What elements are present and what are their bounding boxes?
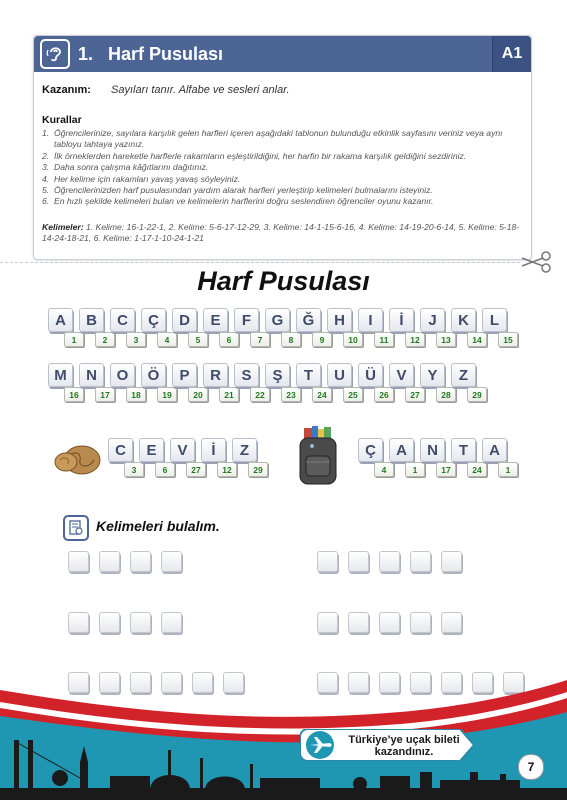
ticket-text: [338, 734, 470, 758]
letter-tile: C: [110, 308, 135, 332]
rule-item: [42, 162, 522, 173]
ear-icon: [40, 39, 70, 69]
words-label: Kelimeler:: [42, 222, 84, 232]
number-tag: 1: [405, 462, 425, 477]
footer-banner: [0, 680, 567, 800]
number-tag: 29: [467, 387, 487, 402]
number-tag: 27: [405, 387, 425, 402]
letter-tile: E: [139, 438, 164, 462]
number-tag: 11: [374, 332, 394, 347]
number-tag: 22: [250, 387, 270, 402]
letter-tile: N: [420, 438, 445, 462]
walnut-image: [52, 438, 102, 483]
answer-box[interactable]: [317, 612, 338, 633]
find-words-label: Kelimeleri bulalım.: [96, 518, 220, 534]
letter-tile: B: [79, 308, 104, 332]
letter-tile: O: [110, 363, 135, 387]
rule-number: 1.: [42, 128, 50, 138]
answer-box[interactable]: [410, 551, 431, 572]
letter-tile: Ü: [358, 363, 383, 387]
letter-tile: Ç: [358, 438, 383, 462]
number-tag: 10: [343, 332, 363, 347]
letter-tile: N: [79, 363, 104, 387]
letter-tile: Z: [232, 438, 257, 462]
letter-tile: A: [389, 438, 414, 462]
words-text: 1. Kelime: 16-1-22-1, 2. Kelime: 5-6-17-12-29, 3. Kelime: 14-1-15-6-16, 4. Kelime: 14-19-20-6-14, 5. Kelime: 5-18-14-24-18-21, 6. Kelime: 1-17-1-10-24-1-21: [42, 222, 520, 243]
answer-box[interactable]: [379, 612, 400, 633]
number-tag: 14: [467, 332, 487, 347]
letter-tile: Ö: [141, 363, 166, 387]
activity-card: [33, 35, 532, 260]
number-tag: 2: [95, 332, 115, 347]
rule-number: 2.: [42, 150, 50, 161]
ticket-line-1: Türkiye’ye uçak bileti: [348, 734, 460, 746]
rule-text: İlk örneklerden hareketle harflerle rakamların eşleştirildiğini, her harfin bir rakama karşılık geldiğini sezdiriniz.: [54, 150, 467, 161]
rule-text: Her kelime için rakamları yavaş yavaş söyleyiniz.: [54, 173, 241, 184]
letter-tile: K: [451, 308, 476, 332]
page-number: 7: [518, 754, 544, 780]
rule-number: 3.: [42, 162, 50, 173]
letter-tile: Ğ: [296, 308, 321, 332]
number-tag: 12: [217, 462, 237, 477]
letter-tile: D: [172, 308, 197, 332]
number-tag: 16: [64, 387, 84, 402]
letter-tile: İ: [201, 438, 226, 462]
letter-tile: F: [234, 308, 259, 332]
cut-line: [0, 262, 520, 263]
ticket-line-2: kazandınız.: [374, 746, 434, 758]
number-tag: 17: [436, 462, 456, 477]
answer-box[interactable]: [161, 612, 182, 633]
letter-tile: G: [265, 308, 290, 332]
answer-box[interactable]: [161, 551, 182, 572]
letter-tile: V: [389, 363, 414, 387]
kazanim-label: Kazanım:: [42, 84, 91, 96]
number-tag: 3: [124, 462, 144, 477]
letter-tile: Ş: [265, 363, 290, 387]
number-tag: 6: [219, 332, 239, 347]
number-tag: 8: [281, 332, 301, 347]
letter-tile: I: [358, 308, 383, 332]
answer-box[interactable]: [68, 551, 89, 572]
number-tag: 23: [281, 387, 301, 402]
rule-item: [42, 185, 522, 196]
rule-text: Daha sonra çalışma kâğıtlarını dağıtınız.: [54, 162, 209, 173]
letter-tile: H: [327, 308, 352, 332]
rule-text: En hızlı şekilde kelimeleri bulan ve kelimelerin harflerini doğru seslendiren öğrenciler oyunu kazanır.: [54, 196, 434, 207]
number-tag: 21: [219, 387, 239, 402]
answer-box[interactable]: [348, 551, 369, 572]
letter-tile: T: [296, 363, 321, 387]
number-tag: 1: [64, 332, 84, 347]
letter-tile: P: [172, 363, 197, 387]
number-tag: 28: [436, 387, 456, 402]
letter-tile: J: [420, 308, 445, 332]
letter-tile: İ: [389, 308, 414, 332]
number-tag: 1: [498, 462, 518, 477]
letter-tile: V: [170, 438, 195, 462]
rule-number: 5.: [42, 185, 50, 196]
rule-item: [42, 151, 522, 162]
kazanim-row: [42, 84, 290, 96]
number-tag: 7: [250, 332, 270, 347]
number-tag: 20: [188, 387, 208, 402]
worksheet-icon: [63, 515, 89, 541]
words-block: [42, 222, 524, 244]
answer-box[interactable]: [99, 551, 120, 572]
answer-box[interactable]: [130, 612, 151, 633]
section-number: 1.: [78, 44, 94, 64]
backpack-image: [294, 426, 342, 493]
letter-tile: L: [482, 308, 507, 332]
number-tag: 5: [188, 332, 208, 347]
letter-tile: Ç: [141, 308, 166, 332]
number-tag: 29: [248, 462, 268, 477]
number-tag: 24: [467, 462, 487, 477]
letter-tile: Y: [420, 363, 445, 387]
number-tag: 17: [95, 387, 115, 402]
number-tag: 27: [186, 462, 206, 477]
rules-title: Kurallar: [42, 114, 82, 126]
answer-box[interactable]: [410, 612, 431, 633]
level-badge: A1: [492, 36, 531, 72]
number-tag: 9: [312, 332, 332, 347]
letter-tile: U: [327, 363, 352, 387]
number-tag: 15: [498, 332, 518, 347]
kazanim-text: Sayıları tanır. Alfabe ve sesleri anlar.: [111, 84, 290, 96]
letter-tile: T: [451, 438, 476, 462]
rule-item: [42, 196, 522, 207]
letter-tile: A: [482, 438, 507, 462]
answer-box[interactable]: [99, 612, 120, 633]
letter-tile: S: [234, 363, 259, 387]
rule-item: [42, 128, 522, 151]
number-tag: 13: [436, 332, 456, 347]
number-tag: 6: [155, 462, 175, 477]
number-tag: 18: [126, 387, 146, 402]
answer-box[interactable]: [441, 551, 462, 572]
number-tag: 4: [157, 332, 177, 347]
number-tag: 4: [374, 462, 394, 477]
section-title: Harf Pusulası: [108, 44, 224, 64]
rule-number: 6.: [42, 196, 50, 207]
letter-tile: E: [203, 308, 228, 332]
number-tag: 3: [126, 332, 146, 347]
letter-tile: Z: [451, 363, 476, 387]
letter-tile: C: [108, 438, 133, 462]
number-tag: 25: [343, 387, 363, 402]
answer-box[interactable]: [379, 551, 400, 572]
letter-tile: M: [48, 363, 73, 387]
rule-item: [42, 174, 522, 185]
rule-text: Öğrencilerinize, sayılara karşılık gelen harfleri içeren aşağıdaki tablonun bulunduğu etkinlik sayfasını veriniz veya aynı tabloyu tahtaya yazınız.: [54, 128, 503, 150]
answer-box[interactable]: [441, 612, 462, 633]
number-tag: 24: [312, 387, 332, 402]
plane-ticket: [300, 729, 474, 761]
number-tag: 26: [374, 387, 394, 402]
page-title: Harf Pusulası: [197, 266, 370, 296]
answer-box[interactable]: [317, 551, 338, 572]
letter-tile: R: [203, 363, 228, 387]
answer-box[interactable]: [130, 551, 151, 572]
answer-box[interactable]: [348, 612, 369, 633]
letter-tile: A: [48, 308, 73, 332]
number-tag: 19: [157, 387, 177, 402]
activity-header-bar: [34, 36, 531, 72]
rule-number: 4.: [42, 173, 50, 184]
rule-text: Öğrencilerinizden harf pusulasından yardım alarak harfleri yerleştirip kelimeleri bulmalarını isteyiniz.: [54, 185, 433, 196]
number-tag: 12: [405, 332, 425, 347]
rules-list: [42, 128, 522, 208]
answer-box[interactable]: [68, 612, 89, 633]
